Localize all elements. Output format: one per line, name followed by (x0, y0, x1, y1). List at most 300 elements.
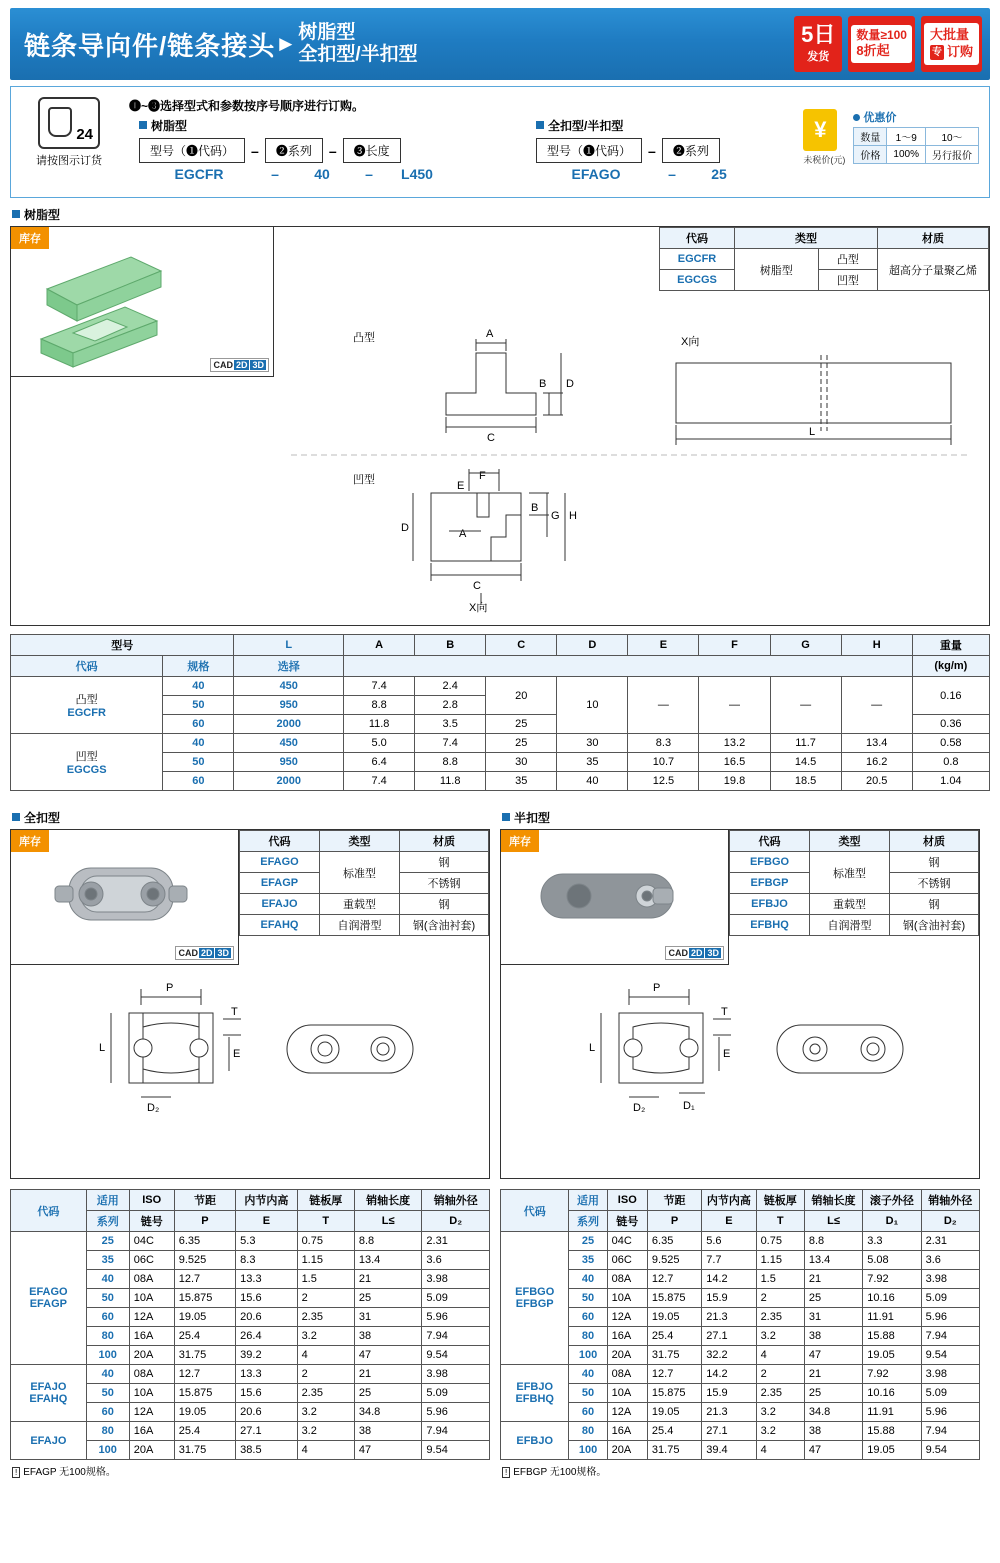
full-code-3: EFAHQ (240, 915, 320, 936)
half-code-head-1: 类型 (810, 831, 890, 852)
left-g0-r3-E: 15.6 (236, 1289, 297, 1308)
left-g1-r0-D2: 3.98 (422, 1365, 490, 1384)
cad-2d-full: 2D (200, 948, 213, 958)
main-head-blank (344, 656, 913, 677)
right-g1-r2-series: 60 (569, 1403, 607, 1422)
right-head-e-2: E (702, 1211, 756, 1232)
left-g1-r1-series: 50 (86, 1384, 129, 1403)
right-g2-code: EFBJO (501, 1422, 569, 1460)
page-title: 链条导向件/链条接头 (24, 30, 276, 61)
main-g1-r2-A: 7.4 (344, 772, 415, 791)
main-g0-type: 凸型 (75, 694, 98, 706)
quantity-discount-line-1: 数量≥100 (856, 28, 907, 43)
main-g0-r0-E: — (628, 677, 699, 734)
right-spec-note-text: EFBGP 无100规格。 (513, 1467, 607, 1478)
clip-value-series: 25 (711, 166, 727, 182)
left-g0-r3-T: 2 (297, 1289, 354, 1308)
svg-text:T: T (231, 1006, 238, 1018)
right-g0-r6-series: 100 (569, 1346, 607, 1365)
left-head-iso-1: ISO (129, 1190, 174, 1211)
left-g0-r5-D2: 7.94 (422, 1327, 490, 1346)
right-g0-code-2: EFBGP (515, 1298, 554, 1310)
left-g0-r2-E: 13.3 (236, 1270, 297, 1289)
half-code-2: EFBJO (730, 894, 810, 915)
half-clip-title-text: 半扣型 (514, 811, 551, 825)
right-head-d1-2: D₁ (863, 1211, 921, 1232)
full-code-head-1: 类型 (320, 831, 400, 852)
left-g1-code (11, 1365, 87, 1422)
right-g0-r5-series: 80 (569, 1327, 607, 1346)
svg-text:P: P (166, 982, 174, 994)
right-g0-r0-T: 0.75 (756, 1232, 804, 1251)
right-g2-r0-D2: 7.94 (921, 1422, 979, 1441)
price-price-label: 价格 (854, 146, 887, 164)
right-head-d2-2: D₂ (921, 1211, 979, 1232)
right-g1-r2-E: 21.3 (702, 1403, 756, 1422)
left-g1-r0 (11, 1365, 490, 1384)
right-g2-r0-L: 38 (804, 1422, 862, 1441)
right-g1-r0-D2: 3.98 (921, 1365, 979, 1384)
left-g2-r1-series: 100 (86, 1441, 129, 1460)
right-g0-r3-D2: 5.09 (921, 1289, 979, 1308)
left-g0-r0-L: 8.8 (354, 1232, 422, 1251)
clip-field-series[interactable]: ❷系列 (662, 138, 720, 163)
left-g0-r0-series: 25 (86, 1232, 129, 1251)
right-head-p-1: 节距 (647, 1190, 701, 1211)
main-g0-label (11, 677, 163, 734)
right-g2-r1-P: 31.75 (647, 1441, 701, 1460)
price-title (853, 109, 979, 125)
svg-text:E: E (457, 480, 465, 492)
resin-value-dash-2: – (365, 166, 373, 182)
left-g0-r1-T: 1.15 (297, 1251, 354, 1270)
left-g0-r1-series: 35 (86, 1251, 129, 1270)
left-g0-r5-L: 38 (354, 1327, 422, 1346)
stock-tag-half: 库存 (501, 830, 539, 852)
right-g2-r0-iso: 16A (607, 1422, 647, 1441)
left-g0-r3-L: 25 (354, 1289, 422, 1308)
left-g0-code-1: EFAGO (29, 1286, 68, 1298)
left-head-d2-1: 销轴外径 (422, 1190, 490, 1211)
cad-2d-half: 2D (690, 948, 703, 958)
right-g1-r1-D2: 5.09 (921, 1384, 979, 1403)
left-head-t-2: T (297, 1211, 354, 1232)
order-group-resin-label-text: 树脂型 (151, 119, 188, 133)
full-clip-drawing (11, 975, 489, 1165)
half-code-head-0: 代码 (730, 831, 810, 852)
full-clip-panel (10, 829, 490, 1179)
main-g1-r0-A: 5.0 (344, 734, 415, 753)
main-head-B: B (415, 635, 486, 656)
main-g1-r1-G: 14.5 (770, 753, 841, 772)
left-g1-r1-E: 15.6 (236, 1384, 297, 1403)
price-table (853, 127, 979, 164)
svg-text:F: F (479, 470, 486, 482)
resin-section-title-text: 树脂型 (24, 208, 61, 222)
half-type-2: 重载型 (810, 894, 890, 915)
cad-label-resin: CAD (213, 360, 233, 370)
right-g1-r2-T: 3.2 (756, 1403, 804, 1422)
main-g1-r1-H: 16.2 (841, 753, 912, 772)
full-type-3: 自润滑型 (320, 915, 400, 936)
yen-icon: ¥ (803, 109, 837, 151)
right-head-code: 代码 (501, 1190, 569, 1232)
left-g0-r1-E: 8.3 (236, 1251, 297, 1270)
left-g1-r2-iso: 12A (129, 1403, 174, 1422)
resin-field-length[interactable]: ❸长度 (343, 138, 401, 163)
left-g0-r4-E: 20.6 (236, 1308, 297, 1327)
right-g0-r1-series: 35 (569, 1251, 607, 1270)
cad-label-half: CAD (668, 948, 688, 958)
right-g0-r3-T: 2 (756, 1289, 804, 1308)
order-group-clip-label (536, 117, 750, 134)
right-g0-r6-E: 32.2 (702, 1346, 756, 1365)
price-area (803, 109, 979, 166)
right-g0-r4-L: 31 (804, 1308, 862, 1327)
main-g1-r2-W: 1.04 (912, 772, 989, 791)
cad-tag-full[interactable] (175, 946, 234, 960)
left-head-e-2: E (236, 1211, 297, 1232)
main-g1-r2-G: 18.5 (770, 772, 841, 791)
right-g1-r0 (501, 1365, 980, 1384)
left-g1-r2-series: 60 (86, 1403, 129, 1422)
resin-material: 超高分子量聚乙烯 (878, 249, 989, 291)
svg-text:A: A (459, 528, 467, 540)
right-g1-r1-iso: 10A (607, 1384, 647, 1403)
right-g0-r1-iso: 06C (607, 1251, 647, 1270)
right-g1-r0-D1: 7.92 (863, 1365, 921, 1384)
main-head-row-1 (11, 635, 990, 656)
right-g0-r4-D1: 11.91 (863, 1308, 921, 1327)
left-g0-r0-E: 5.3 (236, 1232, 297, 1251)
order-instruction-box (10, 86, 990, 198)
right-g0-r2-T: 1.5 (756, 1270, 804, 1289)
left-g0-r1-P: 9.525 (174, 1251, 235, 1270)
main-g1-label (11, 734, 163, 791)
half-code-3: EFBHQ (730, 915, 810, 936)
main-row-g1-r0 (11, 734, 990, 753)
right-g0-r2-series: 40 (569, 1270, 607, 1289)
main-head-F: F (699, 635, 770, 656)
main-g1-r0-E: 8.3 (628, 734, 699, 753)
main-head-model: 型号 (11, 635, 234, 656)
price-caption: 未税价(元) (803, 155, 846, 165)
right-head-iso-2: 链号 (607, 1211, 647, 1232)
half-code-row-3 (730, 915, 979, 936)
right-g0-r3-series: 50 (569, 1289, 607, 1308)
dash-3: – (648, 142, 656, 159)
svg-text:D₁: D₁ (683, 1100, 695, 1112)
main-head-C: C (486, 635, 557, 656)
right-g0-r3-E: 15.9 (702, 1289, 756, 1308)
right-g0-r5-D2: 7.94 (921, 1327, 979, 1346)
svg-text:D: D (401, 522, 409, 534)
bulk-order-inner (924, 23, 979, 65)
right-g0-r4-P: 19.05 (647, 1308, 701, 1327)
left-g1-r1-L: 25 (354, 1384, 422, 1403)
right-g0-r1 (501, 1251, 980, 1270)
right-g0-r5-T: 3.2 (756, 1327, 804, 1346)
left-g1-r2-L: 34.8 (354, 1403, 422, 1422)
resin-code-table-wrap (659, 227, 989, 291)
half-clip-photo-box (501, 830, 729, 965)
right-g0-r5-E: 27.1 (702, 1327, 756, 1346)
main-row-g0-r0 (11, 677, 990, 696)
right-g0-r6-D2: 9.54 (921, 1346, 979, 1365)
main-head-L: L (234, 635, 344, 656)
half-code-row-2 (730, 894, 979, 915)
half-clip-title (502, 809, 980, 826)
right-g2-r0-E: 27.1 (702, 1422, 756, 1441)
half-type-3: 自润滑型 (810, 915, 890, 936)
half-mat-1: 不锈钢 (890, 873, 979, 894)
right-g1-r0-E: 14.2 (702, 1365, 756, 1384)
svg-text:D₂: D₂ (147, 1102, 160, 1114)
right-g2-r1 (501, 1441, 980, 1460)
right-g1-r2-L: 34.8 (804, 1403, 862, 1422)
resin-panel (10, 226, 990, 626)
left-head-iso-2: 链号 (129, 1211, 174, 1232)
full-code-row-2 (240, 894, 489, 915)
right-g0-r6-L: 47 (804, 1346, 862, 1365)
left-g2-r0-series: 80 (86, 1422, 129, 1441)
full-type-0: 标准型 (320, 852, 400, 894)
left-g2-r0-L: 38 (354, 1422, 422, 1441)
right-g0-code (501, 1232, 569, 1365)
right-head-d1-1: 滚子外径 (863, 1190, 921, 1211)
right-g1-r0-iso: 08A (607, 1365, 647, 1384)
right-g1-code-1: EFBJO (516, 1381, 554, 1393)
left-head-code: 代码 (11, 1190, 87, 1232)
right-spec-note (502, 1463, 980, 1478)
clip-sections (10, 801, 990, 1179)
right-g0-r4-E: 21.3 (702, 1308, 756, 1327)
main-g1-r1-E: 10.7 (628, 753, 699, 772)
right-g0-r5-P: 25.4 (647, 1327, 701, 1346)
half-code-head (730, 831, 979, 852)
left-g0-r1-D2: 3.6 (422, 1251, 490, 1270)
left-g0-r5-series: 80 (86, 1327, 129, 1346)
main-g1-type: 凹型 (75, 751, 98, 763)
svg-text:B: B (531, 502, 539, 514)
main-g1-r1-A: 6.4 (344, 753, 415, 772)
right-g0-r4-series: 60 (569, 1308, 607, 1327)
main-g1-code: EGCGS (66, 764, 107, 776)
order-group-clip (536, 117, 750, 182)
right-g0-r6-P: 31.75 (647, 1346, 701, 1365)
cad-tag-resin[interactable] (210, 358, 269, 372)
price-row-qty (854, 128, 979, 146)
main-g1-r2-D: 40 (557, 772, 628, 791)
full-clip-code-table-wrap (239, 830, 489, 936)
resin-code-row-0 (660, 249, 989, 270)
clip-field-model[interactable]: 型号（❶代码） (536, 138, 642, 163)
bulk-order-line-1: 大批量 (929, 27, 969, 43)
left-g0-r3-iso: 10A (129, 1289, 174, 1308)
right-g1-r0-P: 12.7 (647, 1365, 701, 1384)
order-group-resin-label (139, 117, 449, 134)
label-convex: 凸型 (353, 332, 375, 344)
main-g1-r0-W: 0.58 (912, 734, 989, 753)
full-code-head-2: 材质 (400, 831, 489, 852)
left-g0-code-2: EFAGP (29, 1298, 68, 1310)
right-g0-r2-E: 14.2 (702, 1270, 756, 1289)
main-dimension-table-wrap (10, 634, 990, 791)
main-g0-r0-F: — (699, 677, 770, 734)
right-g0-r4-T: 2.35 (756, 1308, 804, 1327)
svg-text:G: G (551, 510, 560, 522)
right-head-l-1: 销轴长度 (804, 1190, 862, 1211)
right-g2-r1-series: 100 (569, 1441, 607, 1460)
right-g1-code (501, 1365, 569, 1422)
right-spec-table-wrap (500, 1189, 980, 1478)
main-g1-r2-spec: 60 (163, 772, 234, 791)
badge-ship-days (794, 16, 842, 72)
right-g0-r2-L: 21 (804, 1270, 862, 1289)
title-arrow-icon: ▶ (279, 34, 293, 53)
main-g0-r1-B: 2.8 (415, 696, 486, 715)
full-mat-0: 钢 (400, 852, 489, 873)
full-mat-2: 钢 (400, 894, 489, 915)
left-g0-r0 (11, 1232, 490, 1251)
price-price-v1: 100% (887, 146, 926, 164)
square-bullet-icon-4 (12, 813, 20, 821)
right-g1-r1-T: 2.35 (756, 1384, 804, 1403)
main-g1-r2-H: 20.5 (841, 772, 912, 791)
left-g0-code (11, 1232, 87, 1365)
quantity-discount-line-2: 8折起 (856, 43, 890, 59)
resin-field-model[interactable]: 型号（❶代码） (139, 138, 245, 163)
left-head-series-2: 系列 (86, 1211, 129, 1232)
main-g1-r1-L: 950 (234, 753, 344, 772)
main-head-weight-unit: (kg/m) (912, 656, 989, 677)
left-spec-table-wrap (10, 1189, 490, 1478)
right-g0-r1-T: 1.15 (756, 1251, 804, 1270)
main-g1-r0-F: 13.2 (699, 734, 770, 753)
right-g0-r2 (501, 1270, 980, 1289)
half-code-1: EFBGP (730, 873, 810, 894)
resin-value-dash-1: – (271, 166, 279, 182)
right-spec-table (500, 1189, 980, 1460)
cad-label-full: CAD (178, 948, 198, 958)
full-code-0: EFAGO (240, 852, 320, 873)
main-dimension-table (10, 634, 990, 791)
resin-code-1: EGCGS (660, 270, 735, 291)
main-g0-r2-A: 11.8 (344, 715, 415, 734)
left-g1-code-2: EFAHQ (29, 1393, 68, 1405)
resin-product-photo (11, 227, 274, 377)
left-g0-r4-iso: 12A (129, 1308, 174, 1327)
resin-field-series[interactable]: ❷系列 (265, 138, 323, 163)
left-g0-r4-series: 60 (86, 1308, 129, 1327)
stock-tag-resin: 库存 (11, 227, 49, 249)
full-code-row-3 (240, 915, 489, 936)
right-g0-r4-D2: 5.96 (921, 1308, 979, 1327)
right-g1-r2-D2: 5.96 (921, 1403, 979, 1422)
half-code-head-2: 材质 (890, 831, 979, 852)
right-g0-r5 (501, 1327, 980, 1346)
right-g0-r0-series: 25 (569, 1232, 607, 1251)
svg-text:D: D (566, 378, 574, 390)
right-g0-r1-D2: 3.6 (921, 1251, 979, 1270)
right-g1-r1-P: 15.875 (647, 1384, 701, 1403)
right-g0-r5-L: 38 (804, 1327, 862, 1346)
left-head-series-1: 适用 (86, 1190, 129, 1211)
main-g1-r1-W: 0.8 (912, 753, 989, 772)
right-g0-r4 (501, 1308, 980, 1327)
right-g2-r0-D1: 15.88 (863, 1422, 921, 1441)
quantity-discount-inner (851, 25, 912, 62)
resin-type-sub-0: 凸型 (818, 249, 877, 270)
left-g2-r1-P: 31.75 (174, 1441, 235, 1460)
right-spec-head (501, 1190, 980, 1211)
svg-text:C: C (473, 580, 481, 592)
price-qty-v2: 10～ (926, 128, 979, 146)
resin-photo-box (11, 227, 274, 377)
svg-text:L: L (589, 1042, 596, 1054)
right-g0-code-1: EFBGO (515, 1286, 555, 1298)
left-g1-r0-series: 40 (86, 1365, 129, 1384)
resin-code-head-1: 类型 (735, 228, 878, 249)
left-g0-r6-iso: 20A (129, 1346, 174, 1365)
full-clip-section (10, 801, 490, 1179)
left-g0-r0-T: 0.75 (297, 1232, 354, 1251)
resin-type-main: 树脂型 (735, 249, 819, 291)
price-row-price (854, 146, 979, 164)
main-g0-r2-spec: 60 (163, 715, 234, 734)
right-head-l-2: L≤ (804, 1211, 862, 1232)
half-clip-code-table-wrap (729, 830, 979, 936)
right-g2-r1-L: 47 (804, 1441, 862, 1460)
left-g0-r2-T: 1.5 (297, 1270, 354, 1289)
right-g0-r0-D1: 3.3 (863, 1232, 921, 1251)
cad-3d-full: 3D (217, 948, 229, 958)
resin-value-series: 40 (314, 166, 330, 182)
right-g0-r4-iso: 12A (607, 1308, 647, 1327)
full-code-head-0: 代码 (240, 831, 320, 852)
right-head-p-2: P (647, 1211, 701, 1232)
right-g0-r3 (501, 1289, 980, 1308)
right-g2-r0 (501, 1422, 980, 1441)
full-mat-1: 不锈钢 (400, 873, 489, 894)
right-g1-r2-P: 19.05 (647, 1403, 701, 1422)
left-g1-r1-T: 2.35 (297, 1384, 354, 1403)
order-group-resin (139, 117, 449, 182)
main-head-A: A (344, 635, 415, 656)
right-head-t-2: T (756, 1211, 804, 1232)
svg-text:C: C (487, 432, 495, 444)
resin-section-title (12, 206, 1000, 223)
right-g0-r6-T: 4 (756, 1346, 804, 1365)
price-qty-v1: 1～9 (887, 128, 926, 146)
full-mat-3: 钢(含油衬套) (400, 915, 489, 936)
main-g0-r0-A: 7.4 (344, 677, 415, 696)
main-head-D: D (557, 635, 628, 656)
cad-2d-resin: 2D (235, 360, 248, 370)
main-g1-r1-spec: 50 (163, 753, 234, 772)
subtitle-line-1: 树脂型 (298, 22, 356, 44)
right-spec-head-2 (501, 1211, 980, 1232)
right-g0-r0-P: 6.35 (647, 1232, 701, 1251)
cad-tag-half[interactable] (665, 946, 724, 960)
dot-icon (853, 114, 860, 121)
right-g1-r2-iso: 12A (607, 1403, 647, 1422)
right-g1-code-2: EFBHQ (515, 1393, 554, 1405)
square-bullet-icon-3 (12, 210, 20, 218)
ship-days-label: 发货 (807, 51, 830, 63)
main-g0-r0-spec: 40 (163, 677, 234, 696)
price-price-v2: 另行报价 (926, 146, 979, 164)
